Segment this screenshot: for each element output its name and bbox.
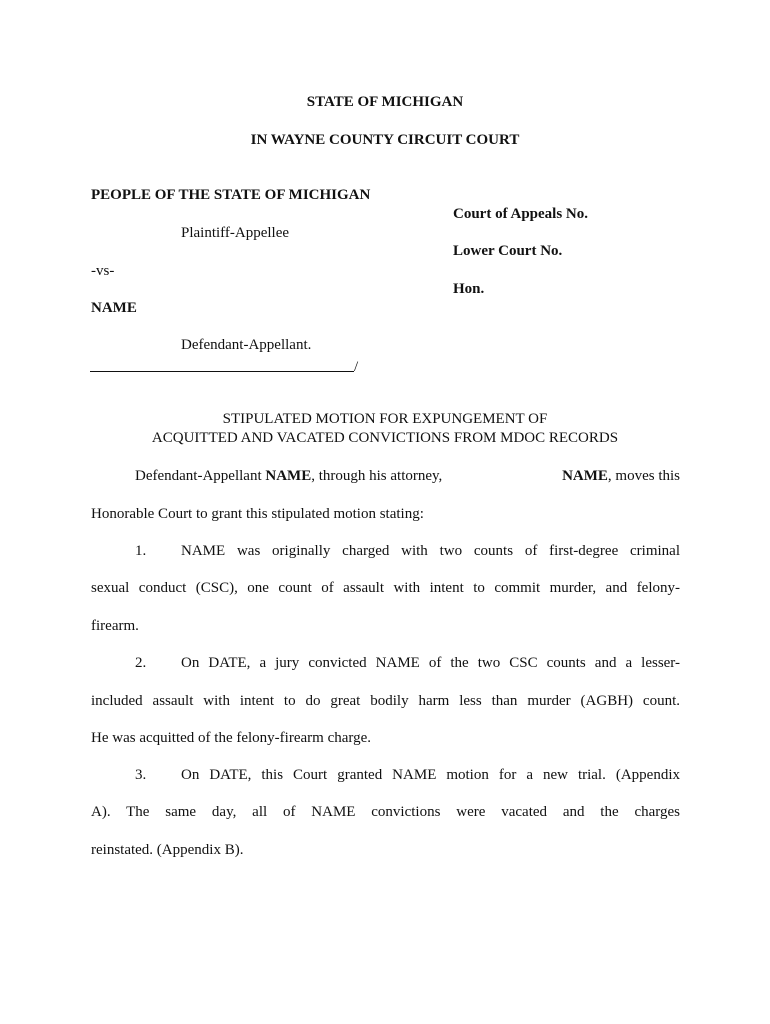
paragraph-1-line-2: sexual conduct (CSC), one count of assault with intent to commit murder, and felony-: [91, 580, 680, 596]
plaintiff-role: Plaintiff-Appellee: [181, 225, 290, 241]
paragraph-2-line-2: included assault with intent to do great bodily harm less than murder (AGBH) count.: [91, 693, 680, 709]
state-heading: STATE OF MICHIGAN: [306, 94, 464, 110]
defendant-role: Defendant-Appellant.: [181, 337, 312, 353]
court-heading: IN WAYNE COUNTY CIRCUIT COURT: [250, 132, 520, 148]
defendant-name-inline: NAME: [265, 468, 312, 484]
intro-line-2: Honorable Court to grant this stipulated motion stating:: [91, 506, 424, 522]
paragraph-3-number: 3.: [135, 767, 147, 783]
appeals-number-label: Court of Appeals No.: [453, 206, 589, 222]
defendant-name: NAME: [91, 300, 137, 316]
paragraph-3-line-3: reinstated. (Appendix B).: [91, 842, 244, 858]
intro-line-1: [135, 468, 680, 485]
paragraph-1-line-1: NAME was originally charged with two counts of first-degree criminal: [181, 543, 680, 559]
motion-title-line-2: ACQUITTED AND VACATED CONVICTIONS FROM MDOC RECORDS: [151, 430, 619, 446]
caption-close-mark: /: [354, 359, 359, 375]
attorney-name-inline: NAME: [562, 468, 608, 484]
paragraph-2-number: 2.: [135, 655, 147, 671]
attorney-text: NAME, moves this: [562, 468, 680, 484]
paragraph-3-line-1: On DATE, this Court granted NAME motion for a new trial. (Appendix: [181, 767, 680, 783]
versus-label: -vs-: [91, 263, 115, 279]
paragraph-1-number: 1.: [135, 543, 147, 559]
caption-signature-rule: [90, 371, 354, 372]
motion-title-line-1: STIPULATED MOTION FOR EXPUNGEMENT OF: [222, 411, 548, 427]
judge-label: Hon.: [453, 281, 485, 297]
intro-text: Defendant-Appellant NAME, through his attorney,: [135, 468, 443, 484]
lower-court-number-label: Lower Court No.: [453, 243, 563, 259]
paragraph-2-line-3: He was acquitted of the felony-firearm charge.: [91, 730, 372, 746]
plaintiff-name: PEOPLE OF THE STATE OF MICHIGAN: [91, 187, 371, 203]
paragraph-3-line-2: A). The same day, all of NAME convictions were vacated and the charges: [91, 804, 680, 820]
paragraph-1-line-3: firearm.: [91, 618, 139, 634]
paragraph-2-line-1: On DATE, a jury convicted NAME of the two CSC counts and a lesser-: [181, 655, 680, 671]
